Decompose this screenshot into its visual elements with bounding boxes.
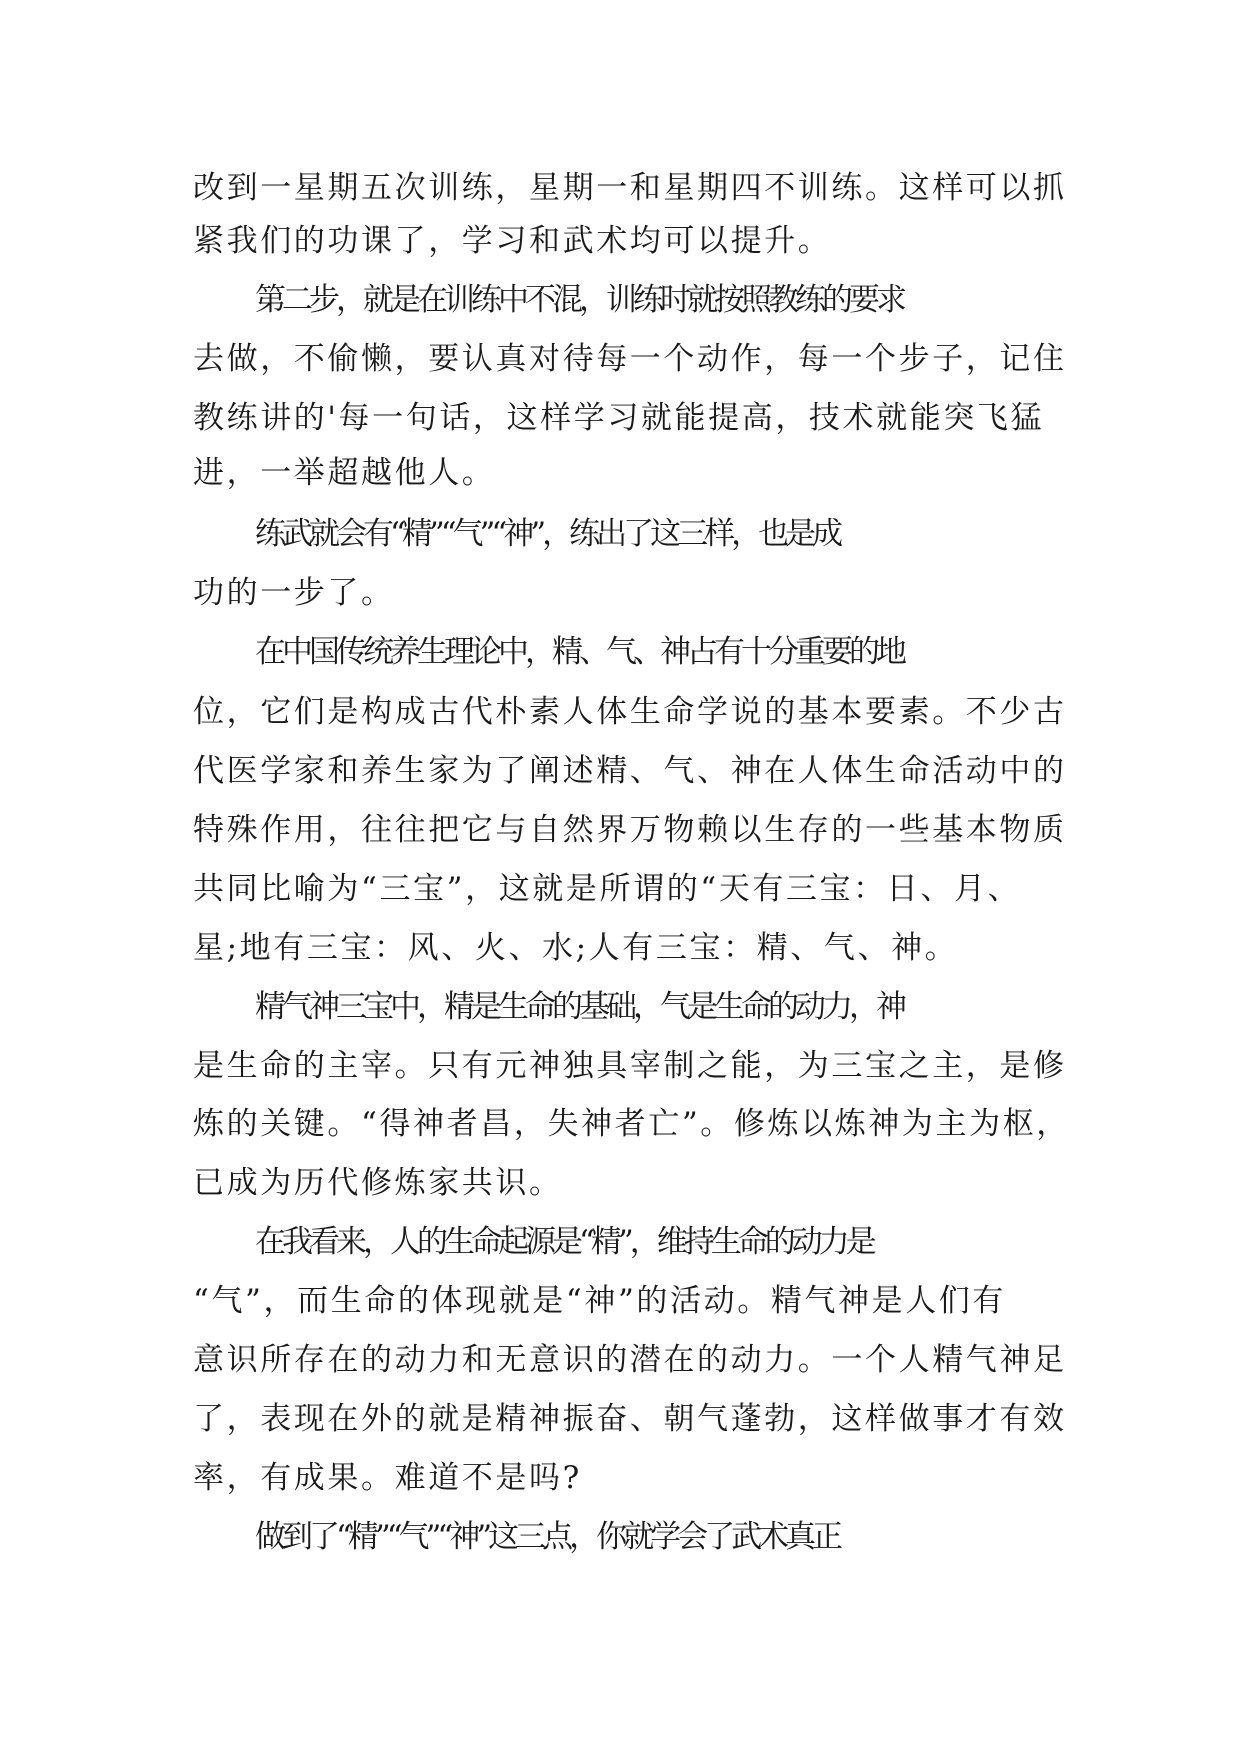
text-line: 进，一举超越他人。	[193, 455, 496, 491]
text-line: 紧我们的功课了，学习和武术均可以提升。	[193, 223, 832, 259]
paragraph-first-line: 在我看来，人的生命起源是“精”，维持生命的动力是	[255, 1224, 873, 1260]
text-line: 了，表现在外的就是精神振奋、朝气蓬勃，这样做事才有效	[193, 1401, 1067, 1437]
text-line: 代医学家和养生家为了阐述精、气、神在人体生命活动中的	[193, 753, 1067, 789]
text-line: 星;地有三宝：风、火、水;人有三宝：精、气、神。	[193, 930, 959, 966]
text-line: 已成为历代修炼家共识。	[193, 1165, 563, 1201]
text-line: 意识所存在的动力和无意识的潜在的动力。一个人精气神足	[193, 1342, 1067, 1378]
text-line: 去做，不偷懒，要认真对待每一个动作，每一个步子，记住	[193, 341, 1067, 377]
text-line: 共同比喻为“三宝”，这就是所谓的“天有三宝：日、月、	[193, 871, 1022, 907]
text-line: 教练讲的'每一句话，这样学习就能提高，技术就能突飞猛	[193, 400, 1045, 436]
text-line: 率，有成果。难道不是吗?	[193, 1460, 582, 1496]
text-line: 特殊作用，往往把它与自然界万物赖以生存的一些基本物质	[193, 812, 1067, 848]
text-line: 是生命的主宰。只有元神独具宰制之能，为三宝之主，是修	[193, 1048, 1067, 1084]
text-line: 改到一星期五次训练，星期一和星期四不训练。这样可以抓	[193, 170, 1067, 206]
text-line: 功的一步了。	[193, 575, 395, 611]
text-line: 位，它们是构成古代朴素人体生命学说的基本要素。不少古	[193, 694, 1067, 730]
paragraph-first-line: 练武就会有“精”“气”“神”，练出了这三样，也是成	[255, 516, 840, 552]
paragraph-first-line: 做到了“精”“气”“神”这三点，你就学会了武术真正	[255, 1519, 840, 1555]
paragraph-first-line: 在中国传统养生理论中，精、气、神占有十分重要的地	[255, 634, 903, 670]
text-line: 炼的关键。“得神者昌，失神者亡”。修炼以炼神为主为枢，	[193, 1106, 1070, 1142]
paragraph-first-line: 第二步，就是在训练中不混，训练时就按照教练的要求	[255, 282, 903, 318]
text-line: “气”，而生命的体现就是“神”的活动。精气神是人们有	[193, 1283, 1006, 1319]
paragraph-first-line: 精气神三宝中，精是生命的基础，气是生命的动力，神	[255, 989, 903, 1025]
